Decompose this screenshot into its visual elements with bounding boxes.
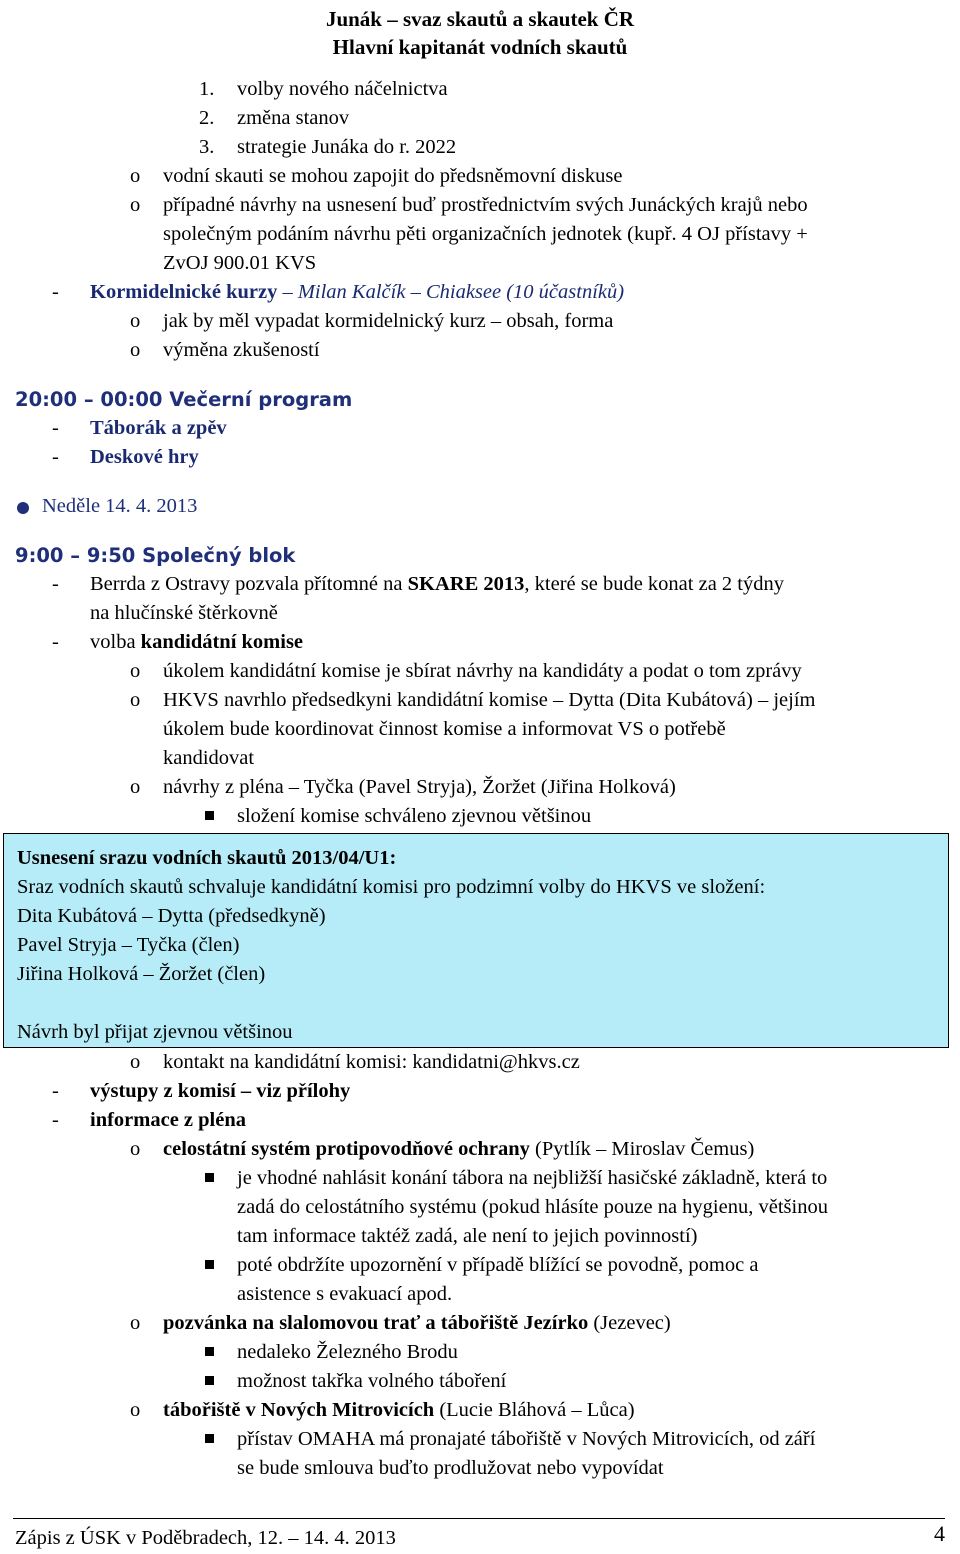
list-item: - volba kandidátní komise xyxy=(52,631,304,653)
sub-item: přístav OMAHA má pronajaté tábořiště v Nových Mitrovicích, od září xyxy=(0,1425,960,1454)
square-bullet-icon xyxy=(205,1347,214,1356)
sub-item-continuation: asistence s evakuací apod. xyxy=(237,1283,453,1305)
header-organization: Junák – svaz skautů a skautek ČR xyxy=(325,7,635,31)
resolution-box xyxy=(3,833,949,1048)
list-item: o celostátní systém protipovodňové ochrany (Pytlík – Miroslav Čemus) xyxy=(130,1138,755,1160)
course-item: - Kormidelnické kurzy – Milan Kalčík – Chiaksee (10 účastníků) xyxy=(52,281,625,303)
resolution-result: Návrh byl přijat zjevnou většinou xyxy=(17,1021,293,1043)
list-item-continuation: kandidovat xyxy=(163,747,255,769)
numbered-item: 3. strategie Junáka do r. 2022 xyxy=(199,136,457,158)
square-bullet-icon xyxy=(205,811,214,820)
numbered-item: 1. volby nového náčelnictva xyxy=(199,78,448,100)
square-bullet-icon xyxy=(205,1376,214,1385)
list-item: o tábořiště v Nových Mitrovicích (Lucie Bláhová – Lůca) xyxy=(130,1399,635,1421)
course-detail: – Milan Kalčík – Chiaksee (10 účastníků) xyxy=(282,281,625,303)
sub-item: složení komise schváleno zjevnou většinou xyxy=(0,802,960,831)
section-heading-block: 9:00 – 9:50 Společný blok xyxy=(15,544,296,567)
section-heading-evening: 20:00 – 00:00 Večerní program xyxy=(15,388,353,411)
sub-item: nedaleko Železného Brodu xyxy=(0,1338,960,1367)
list-item: - informace z pléna xyxy=(52,1109,246,1131)
list-item: o výměna zkušeností xyxy=(130,339,320,361)
list-item-continuation: ZvOJ 900.01 KVS xyxy=(163,252,317,274)
list-item-continuation: úkolem bude koordinovat činnost komise a informovat VS o potřebě xyxy=(163,718,726,740)
page-number: 4 xyxy=(934,1521,945,1546)
day-heading: Neděle 14. 4. 2013 xyxy=(0,492,960,521)
sub-item-continuation: tam informace taktéž zadá, ale není to jejich povinností) xyxy=(237,1225,698,1247)
list-item: o HKVS navrhlo předsedkyni kandidátní komise – Dytta (Dita Kubátová) – jejím xyxy=(130,689,816,711)
list-item-continuation: na hlučínské štěrkovně xyxy=(90,602,278,624)
list-item: o úkolem kandidátní komise je sbírat návrhy na kandidáty a podat o tom zprávy xyxy=(130,660,802,682)
sub-item-continuation: zadá do celostátního systému (pokud hlásíte pouze na hygienu, většinou xyxy=(237,1196,828,1218)
evening-item: - Deskové hry xyxy=(52,446,199,468)
list-item: o návrhy z pléna – Tyčka (Pavel Stryja), Žoržet (Jiřina Holková) xyxy=(130,776,676,798)
numbered-item: 2. změna stanov xyxy=(199,107,350,129)
square-bullet-icon xyxy=(205,1260,214,1269)
resolution-line: Sraz vodních skautů schvaluje kandidátní komisi pro podzimní volby do HKVS ve složení: xyxy=(17,876,766,898)
resolution-line: Pavel Stryja – Tyčka (člen) xyxy=(17,934,240,956)
list-item: - výstupy z komisí – viz přílohy xyxy=(52,1080,351,1102)
sub-item: možnost takřka volného táboření xyxy=(0,1367,960,1396)
list-item: o jak by měl vypadat kormidelnický kurz – obsah, forma xyxy=(130,310,614,332)
square-bullet-icon xyxy=(205,1434,214,1443)
evening-item: - Táborák a zpěv xyxy=(52,417,227,439)
bullet-dot-icon xyxy=(17,502,29,514)
sub-item-continuation: se bude smlouva buďto prodlužovat nebo vypovídat xyxy=(237,1457,664,1479)
sub-item: poté obdržíte upozornění v případě blížící se povodně, pomoc a xyxy=(0,1251,960,1280)
list-item: o kontakt na kandidátní komisi: kandidatni@hkvs.cz xyxy=(130,1051,580,1073)
resolution-title: Usnesení srazu vodních skautů 2013/04/U1: xyxy=(17,847,397,869)
resolution-line: Jiřina Holková – Žoržet (člen) xyxy=(17,963,266,985)
list-item-continuation: společným podáním návrhu pěti organizačních jednotek (kupř. 4 OJ přístavy + xyxy=(163,223,808,245)
list-item: o případné návrhy na usnesení buď prostřednictvím svých Junáckých krajů nebo xyxy=(130,194,808,216)
page-footer xyxy=(13,1518,945,1549)
course-label: Kormidelnické kurzy xyxy=(90,281,278,303)
document-body xyxy=(0,75,960,1483)
header-department: Hlavní kapitanát vodních skautů xyxy=(332,35,628,59)
sub-item: je vhodné nahlásit konání tábora na nejbližší hasičské základně, která to xyxy=(0,1164,960,1193)
resolution-line: Dita Kubátová – Dytta (předsedkyně) xyxy=(17,905,326,927)
list-item: o pozvánka na slalomovou trať a tábořiště Jezírko (Jezevec) xyxy=(130,1312,671,1334)
square-bullet-icon xyxy=(205,1173,214,1182)
footer-text: Zápis z ÚSK v Poděbradech, 12. – 14. 4. 2013 xyxy=(15,1527,396,1549)
list-item: - Berrda z Ostravy pozvala přítomné na SKARE 2013, které se bude konat za 2 týdny xyxy=(52,573,784,595)
document-header xyxy=(0,0,960,61)
list-item: o vodní skauti se mohou zapojit do předsněmovní diskuse xyxy=(130,165,623,187)
